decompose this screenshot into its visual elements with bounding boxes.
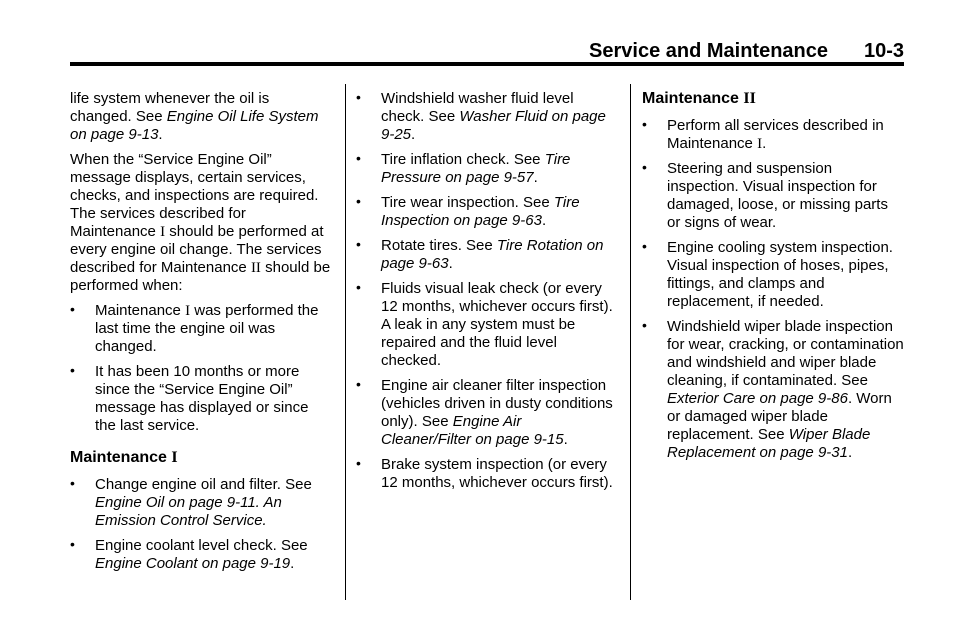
list-item: • Tire wear inspection. See Tire Inspection on page 9-63.	[356, 193, 580, 229]
list-item: • Engine cooling system inspection. Visual inspection of hoses, pipes, fittings, and clamps and replacement, if needed.	[642, 238, 893, 310]
cross-reference: Engine Air Cleaner/Filter on page 9-15	[381, 413, 564, 448]
paragraph: life system whenever the oil is changed. See Engine Oil Life System on page 9-13.	[70, 90, 319, 143]
cross-reference: Tire Inspection on page 9-63	[381, 194, 580, 229]
column-1	[70, 90, 332, 580]
list-item: • Fluids visual leak check (or every 12 months, whichever occurs first). A leak in any system must be repaired and the fluid level checked.	[356, 279, 613, 369]
list-item: • Perform all services described in Maintenance I.	[642, 116, 884, 152]
bullet-list	[70, 476, 332, 573]
bullet-icon: •	[642, 159, 647, 175]
list-item: • Tire inflation check. See Tire Pressure on page 9-57.	[356, 150, 571, 186]
list-item: • Windshield washer fluid level check. See Washer Fluid on page 9-25.	[356, 89, 606, 143]
column-divider	[630, 84, 631, 600]
cross-reference: Engine Oil Life System on page 9-13	[70, 108, 319, 143]
page-number: 10-3	[863, 40, 904, 62]
page-header	[70, 37, 904, 65]
bullet-icon: •	[642, 238, 647, 254]
column-3	[642, 90, 904, 469]
column-divider	[345, 84, 346, 600]
section-heading: Maintenance I	[70, 449, 178, 466]
bullet-icon: •	[356, 193, 361, 209]
bullet-list	[642, 117, 904, 462]
list-item: • Windshield wiper blade inspection for wear, cracking, or contamination and windshield and wiper blade cleaning, if contaminated. See Exterior Care on page 9-86. Worn or damaged wiper blade replacement. See Wiper Blade Replacement on page 9-31.	[642, 317, 904, 461]
bullet-icon: •	[70, 536, 75, 552]
bullet-icon: •	[70, 475, 75, 491]
cross-reference: Exterior Care on page 9-86	[667, 390, 848, 407]
bullet-list	[70, 302, 332, 435]
bullet-icon: •	[356, 236, 361, 252]
cross-reference: Engine Coolant on page 9-19	[95, 555, 291, 572]
cross-reference: Tire Rotation on page 9-63	[381, 237, 604, 272]
list-item: • Maintenance I was performed the last time the engine oil was changed.	[70, 301, 319, 355]
cross-reference: Wiper Blade Replacement on page 9-31	[667, 426, 871, 461]
list-item: • Engine coolant level check. See Engine Coolant on page 9-19.	[70, 536, 308, 572]
column-2	[356, 90, 614, 499]
bullet-icon: •	[356, 455, 361, 471]
cross-reference: Engine Oil on page 9-11. An Emission Control Service.	[95, 494, 282, 529]
list-item: • Steering and suspension inspection. Visual inspection for damaged, loose, or missing parts or signs of wear.	[642, 159, 888, 231]
bullet-icon: •	[356, 376, 361, 392]
bullet-list	[356, 90, 614, 492]
bullet-icon: •	[70, 301, 75, 317]
bullet-icon: •	[356, 89, 361, 105]
header-rule	[70, 62, 904, 66]
cross-reference: Washer Fluid on page 9-25	[381, 108, 606, 143]
bullet-icon: •	[642, 116, 647, 132]
list-item: • Engine air cleaner filter inspection (vehicles driven in dusty conditions only). See Engine Air Cleaner/Filter on page 9-15.	[356, 376, 613, 448]
paragraph: When the “Service Engine Oil” message displays, certain services, checks, and inspections are required. The services described for Maintenance I should be performed at every engine oil change. The services described for Maintenance II should be performed when:	[70, 151, 331, 294]
list-item: • Brake system inspection (or every 12 months, whichever occurs first).	[356, 455, 613, 491]
section-title: Service and Maintenance	[589, 40, 828, 62]
cross-reference: Tire Pressure on page 9-57	[381, 151, 571, 186]
bullet-icon: •	[356, 279, 361, 295]
list-item: • It has been 10 months or more since the “Service Engine Oil” message has displayed or since the last service.	[70, 362, 309, 434]
list-item: • Rotate tires. See Tire Rotation on page 9-63.	[356, 236, 604, 272]
section-heading: Maintenance II	[642, 90, 756, 107]
bullet-icon: •	[642, 317, 647, 333]
bullet-icon: •	[70, 362, 75, 378]
bullet-icon: •	[356, 150, 361, 166]
list-item: • Change engine oil and filter. See Engine Oil on page 9-11. An Emission Control Service.	[70, 475, 312, 529]
